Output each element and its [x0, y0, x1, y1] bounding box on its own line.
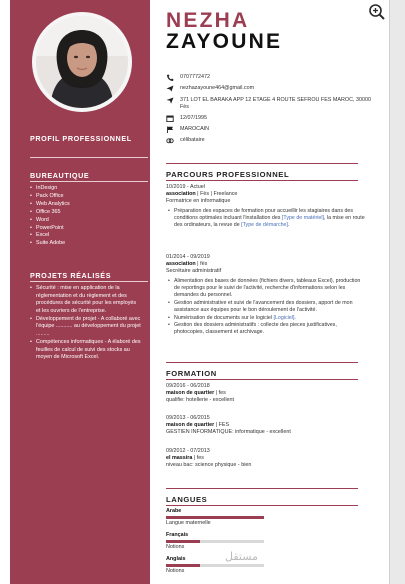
- education-title: FORMATION: [166, 369, 217, 378]
- list-item: • Gestion administrative et suivi de l'avancement des dossiers, apport de mon assistance aux équipes pour le bon déroulement de l'activité.: [166, 300, 366, 314]
- projects-section-rule: [30, 281, 148, 282]
- contact-email: nezhazayoune464@gmail.com: [166, 85, 380, 92]
- sidebar: [10, 0, 150, 584]
- last-name: ZAYOUNE: [166, 30, 283, 53]
- education-top-rule: [166, 362, 358, 363]
- zoom-in-icon[interactable]: [368, 3, 386, 21]
- experience-title: PARCOURS PROFESSIONNEL: [166, 170, 290, 179]
- profile-photo: [32, 12, 132, 112]
- contact-birthdate: 12/07/1995: [166, 115, 380, 122]
- list-item: • Office 365: [30, 209, 142, 217]
- first-name: NEZHA: [166, 9, 250, 32]
- list-item: • Compétences informatiques - A élaboré des feuilles de calcul de suivi des stocks au moyen de Microsoft Excel.: [30, 339, 142, 362]
- profile-section-title: PROFIL PROFESSIONNEL: [30, 134, 132, 143]
- list-item: • Web Analytics: [30, 201, 142, 209]
- list-item: • Alimentation des bases de données (fichiers divers, tableaux Excel), production de reportings pour le suivi de l'activité, recherche d'informations selon les demandes du personnel.: [166, 278, 366, 299]
- experience-rule: [166, 180, 358, 181]
- list-item: • Développement de projet - A collaboré avec l'équipe ........... au développement du projet .........: [30, 316, 142, 339]
- language-english: Anglais Notions: [166, 556, 276, 575]
- languages-title: LANGUES: [166, 495, 208, 504]
- languages-top-rule: [166, 488, 358, 489]
- office-section-title: BUREAUTIQUE: [30, 171, 90, 180]
- phone-icon: [166, 74, 174, 81]
- contact-nationality: MAROCAIN: [166, 126, 380, 133]
- job-bullets: [166, 208, 366, 229]
- list-item: • Pack Office: [30, 193, 142, 201]
- list-item: • Sécurité : mise en application de la réglementation et du règlement et des procédures de sécurité pour les employés et les ouvriers de l'entreprise.: [30, 285, 142, 315]
- projects-list: [30, 285, 142, 362]
- contact-marital-status: célibataire: [166, 137, 380, 144]
- language-level-bar: [166, 540, 264, 543]
- education-entry: 09/2013 - 06/2015 maison de quartier | FES GESTIEN INFORMATIQUE: informatique - excellent: [166, 415, 291, 436]
- job-entry: 01/2014 - 09/2019 association | fès Secrétaire administratif • Alimentation des bases de données (fichiers divers, tableaux Excel), production de reportings pour le suivi de l'activité, recherche d'informations selon les demandes du personnel. • Gestion administrative et suivi de l'avancement des dossiers, apport de mon assistance aux équipes pour le bon déroulement de l'activité. • Numérisation de documents sur le logiciel [Logiciel]. • Gestion des dossiers administratifs : collecte des pieces justificatives, photocopies, classement et archivage.: [166, 254, 366, 337]
- experience-top-rule: [166, 163, 358, 164]
- projects-section-title: PROJETS RÉALISÉS: [30, 271, 112, 280]
- viewer-border: [389, 0, 405, 584]
- language-arabic: Arabe Langue maternelle: [166, 508, 276, 527]
- list-item: • InDesign: [30, 185, 142, 193]
- office-skills-list: [30, 185, 142, 248]
- paper-plane-icon: [166, 85, 174, 92]
- education-entry: 09/2016 - 06/2018 maison de quartier | fes qualifie: hotellerie - excellent: [166, 383, 235, 404]
- language-french: Français Notions: [166, 532, 276, 551]
- education-entry: 09/2012 - 07/2013 el massira | fes niveau bac: science physique - bien: [166, 448, 252, 469]
- profile-section-rule: [30, 157, 148, 158]
- education-rule: [166, 379, 358, 380]
- location-arrow-icon: [166, 97, 174, 104]
- list-item: • Suite Adobe: [30, 240, 142, 248]
- language-level-bar: [166, 564, 264, 567]
- contact-block: [166, 74, 380, 149]
- list-item: • Word: [30, 217, 142, 225]
- languages-rule: [166, 505, 358, 506]
- list-item: • Préparation des espaces de formation pour accueillir les stagiaires dans des conditions optimales incluant l'installation des [Type de matériel], la mise en route des ordinateurs, la revue de [Type de démarche].: [166, 208, 366, 229]
- job-entry: 10/2019 - Actuel association | Fès | Freelance Formatrice en informatique • Préparation des espaces de formation pour accueillir les stagiaires dans des conditions optimales incluant l'installation des [Type de matériel], la mise en route des ordinateurs, la revue de [Type de démarche].: [166, 184, 366, 230]
- office-section-rule: [30, 181, 148, 182]
- rings-icon: [166, 137, 174, 144]
- job-bullets: [166, 278, 366, 336]
- watermark: مستقل: [225, 550, 258, 563]
- list-item: • Excel: [30, 232, 142, 240]
- flag-icon: [166, 126, 174, 133]
- list-item: • Numérisation de documents sur le logiciel [Logiciel].: [166, 315, 366, 322]
- contact-address: 371 LOT EL BARAKA APP 12 ETAGE 4 ROUTE SEFROU FES MAROC, 30000 Fès: [166, 97, 380, 111]
- list-item: • Gestion des dossiers administratifs : collecte des pieces justificatives, photocopies, classement et archivage.: [166, 322, 366, 336]
- contact-phone: 0707772472: [166, 74, 380, 81]
- list-item: • PowerPoint: [30, 225, 142, 233]
- calendar-icon: [166, 115, 174, 122]
- language-level-bar: [166, 516, 264, 519]
